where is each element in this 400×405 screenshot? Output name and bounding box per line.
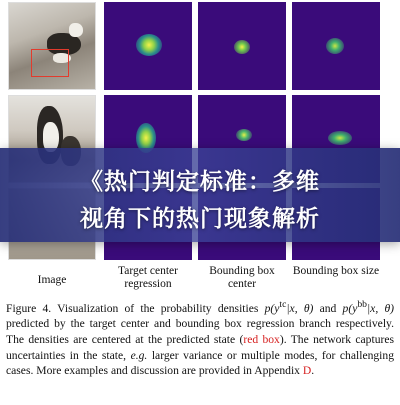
title-banner [0,148,400,242]
figure-caption: Figure 4. Visualization of the probability densities $p(y^{tc}|x$, θ) and $p(y^{bb}|x$, θ) predicted by the target center and bounding box regression branch respectively. The densities are centered at the predicted state (red box). The network captures uncertainties in the state, e.g. larger variance or multiple modes, for challenging cases. More examples and discussion are provided in Appendix D. [6,299,395,378]
banner-title-line2: 视角下的热门现象解析 [80,206,320,232]
appendix-link[interactable]: D [302,364,312,378]
predicted-state-box [31,49,69,77]
red-box-text: red box [243,333,280,347]
heatmap-box-size-row1 [292,2,380,90]
column-label-target-center: Target center regression [118,265,178,290]
column-label-box-size: Bounding box size [292,265,380,277]
column-label-box-center: Bounding box center [209,265,275,290]
cat-photo-row1 [8,2,96,90]
column-label-image: Image [37,274,67,286]
heatmap-target-center-row1 [104,2,192,90]
heatmap-box-center-row1 [198,2,286,90]
banner-title-line1: 《热门判定标准：多维 [80,169,320,195]
